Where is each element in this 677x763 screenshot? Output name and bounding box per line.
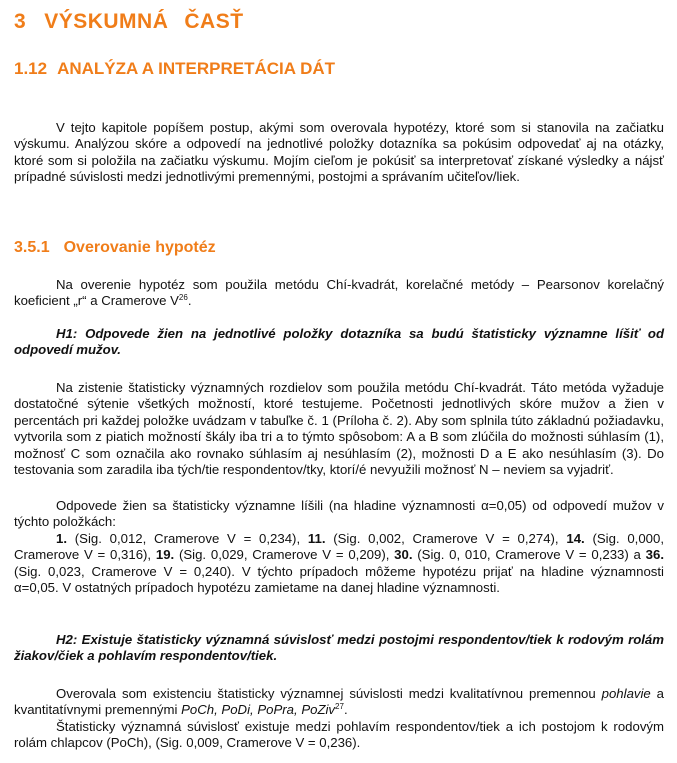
result-paragraph: Štatisticky významná súvislosť existuje medzi pohlavím respondentov/tiek a ich postojom k rodovým rolám chlapcov (PoCh), (Sig. 0,009, Cramerove V = 0,236). [14, 719, 664, 751]
item-stats: (Sig. 0,000, Cramerove V = 0,316), [14, 531, 664, 563]
footnote-ref-26: 26 [178, 293, 188, 303]
item-number: 36. [645, 547, 664, 563]
chapter-number: 3 [14, 10, 27, 33]
intro-paragraph: V tejto kapitole popíšem postup, akými som overovala hypotézy, ktoré som si stanovila na začiatku výskumu. Analýzou skóre a odpovedí na jednotlivé položky dotazníka sa pokúsim odpovedať aj na otázky, ktoré som si položila na začiatku výskumu. Mojím cieľom je pokúsiť sa interpretovať získané výsledky a nájsť prípadné súvislosti medzi jednotlivými premennými, postojmi a správaním učiteľov/liek. [14, 120, 664, 185]
hypothesis-h2: H2: Existuje štatisticky významná súvislosť medzi postojmi respondentov/tiek k rodovým rolám žiakov/čiek a pohlavím respondentov/tiek. [14, 632, 664, 664]
existence-end: . [343, 702, 348, 718]
hypothesis-h1: H1: Odpovede žien na jednotlivé položky dotazníka sa budú štatisticky významne líšiť od odpovedí mužov. [14, 326, 664, 358]
item-number: 1. [56, 531, 67, 546]
item-stats: (Sig. 0, 010, Cramerove V = 0,233) a [412, 547, 646, 563]
section-heading [14, 59, 335, 79]
chapter-heading [14, 10, 244, 34]
existence-paragraph [14, 686, 664, 719]
significant-items-paragraph [14, 531, 664, 597]
subsection-number: 3.5.1 [14, 239, 50, 256]
section-number: 1.12 [14, 59, 48, 78]
item-stats: (Sig. 0,002, Cramerove V = 0,274), [325, 531, 567, 546]
subsection-heading [14, 239, 216, 257]
item-stats: (Sig. 0,029, Cramerove V = 0,209), [174, 547, 395, 563]
methods-text: Na overenie hypotéz som použila metódu Chí-kvadrát, korelačné metódy – Pearsonov korelačný koeficient „r“ a Cramerove V [14, 277, 664, 309]
item-number: 14. [566, 531, 585, 546]
variables-quantitative: PoCh, PoDi, PoPra, PoZiv [181, 702, 336, 718]
item-number: 19. [155, 547, 175, 563]
subsection-title: Overovanie hypotéz [63, 239, 216, 256]
item-stats: (Sig. 0,012, Cramerove V = 0,234), [67, 531, 308, 546]
footnote-ref-27: 27 [335, 702, 344, 712]
item-stats: (Sig. 0,023, Cramerove V = 0,240). [14, 563, 242, 579]
item-number: 30. [394, 547, 413, 563]
methods-paragraph [14, 277, 664, 310]
chi-square-paragraph: Na zistenie štatisticky významných rozdielov som použila metódu Chí-kvadrát. Táto metóda vyžaduje dostatočné sýtenie všetkých možností, ktoré testujeme. Početnosti jednotlivých skóre mužov a žien v percentách pri každej položke uvádzam v tabuľke č. 1 (Príloha č. 2). Aby som splnila túto základnú požiadavku, vytvorila som z piatich možností škály iba tri a to týmto spôsobom: A a B som zlúčila do možnosti súhlasím (1), možnosť C som označila ako rovnako súhlasím aj nesúhlasím (2), možnosti D a E ako nesúhlasím (3). Do testovania som zaradila iba tých/tie respondentov/tky, ktorí/é nevyužili možnosť N – neviem sa vyjadriť. [14, 380, 664, 478]
variable-gender: pohlavie [601, 686, 651, 701]
items-conclusion: V týchto prípadoch môžeme hypotézu prijať na hladine významnosti α=0,05. V ostatných prípadoch hypotézu zamietame na danej hladine významnosti. [14, 563, 664, 596]
item-number: 11. [307, 531, 326, 546]
chapter-title-word-1: VÝSKUMNÁ [44, 10, 169, 33]
methods-end: . [187, 293, 192, 309]
section-title: ANALÝZA A INTERPRETÁCIA DÁT [57, 59, 336, 78]
differences-paragraph: Odpovede žien sa štatisticky významne líšili (na hladine významnosti α=0,05) od odpovedí mužov v týchto položkách: [14, 498, 664, 530]
existence-text-a: Overovala som existenciu štatisticky významnej súvislosti medzi kvalitatívnou premennou [56, 686, 602, 701]
existence-text-b: a kvantitatívnymi premennými [14, 686, 664, 718]
chapter-title-word-2: ČASŤ [184, 10, 244, 33]
